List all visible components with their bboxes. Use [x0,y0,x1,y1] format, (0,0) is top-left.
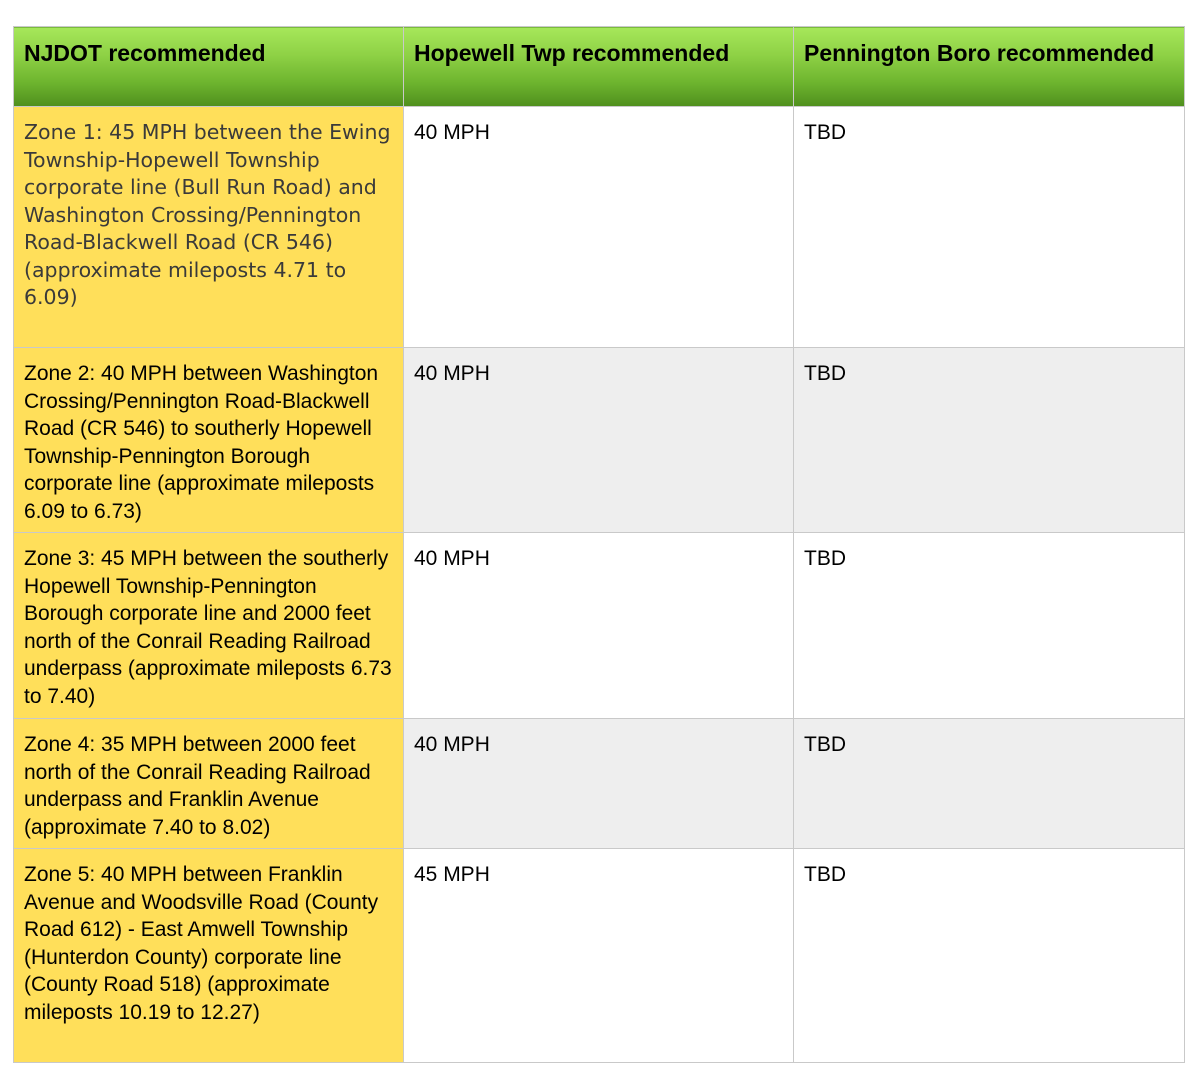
hopewell-cell: 40 MPH [404,533,794,719]
zone-description: Zone 1: 45 MPH between the Ewing Township-Hopewell Township corporate line (Bull Run Road) and Washington Crossing/Pennington Road-Blackwell Road (CR 546) (approximate mileposts 4.71 to 6.09) [24,120,391,309]
hopewell-cell: 40 MPH [404,107,794,348]
pennington-cell: TBD [794,533,1185,719]
njdot-cell: Zone 5: 40 MPH between Franklin Avenue and Woodsville Road (County Road 612) - East Amwell Township (Hunterdon County) corporate line (County Road 518) (approximate mileposts 10.19 to 12.27) [14,849,404,1063]
table-row [14,348,1185,533]
table-row [14,107,1185,348]
pennington-cell: TBD [794,849,1185,1063]
njdot-cell: Zone 3: 45 MPH between the southerly Hopewell Township-Pennington Borough corporate line and 2000 feet north of the Conrail Reading Railroad underpass (approximate mileposts 6.73 to 7.40) [14,533,404,719]
header-njdot: NJDOT recommended [14,27,404,107]
header-row [14,27,1185,107]
njdot-cell: Zone 4: 35 MPH between 2000 feet north of the Conrail Reading Railroad underpass and Franklin Avenue (approximate 7.40 to 8.02) [14,719,404,849]
speed-limit-table [13,26,1185,1063]
njdot-cell: Zone 2: 40 MPH between Washington Crossing/Pennington Road-Blackwell Road (CR 546) to southerly Hopewell Township-Pennington Borough corporate line (approximate mileposts 6.09 to 6.73) [14,348,404,533]
table-row [14,533,1185,719]
header-pennington: Pennington Boro recommended [794,27,1185,107]
hopewell-cell: 45 MPH [404,849,794,1063]
table-row [14,849,1185,1063]
table-row [14,719,1185,849]
pennington-cell: TBD [794,107,1185,348]
hopewell-cell: 40 MPH [404,348,794,533]
header-hopewell: Hopewell Twp recommended [404,27,794,107]
pennington-cell: TBD [794,719,1185,849]
hopewell-cell: 40 MPH [404,719,794,849]
pennington-cell: TBD [794,348,1185,533]
njdot-cell [14,107,404,348]
